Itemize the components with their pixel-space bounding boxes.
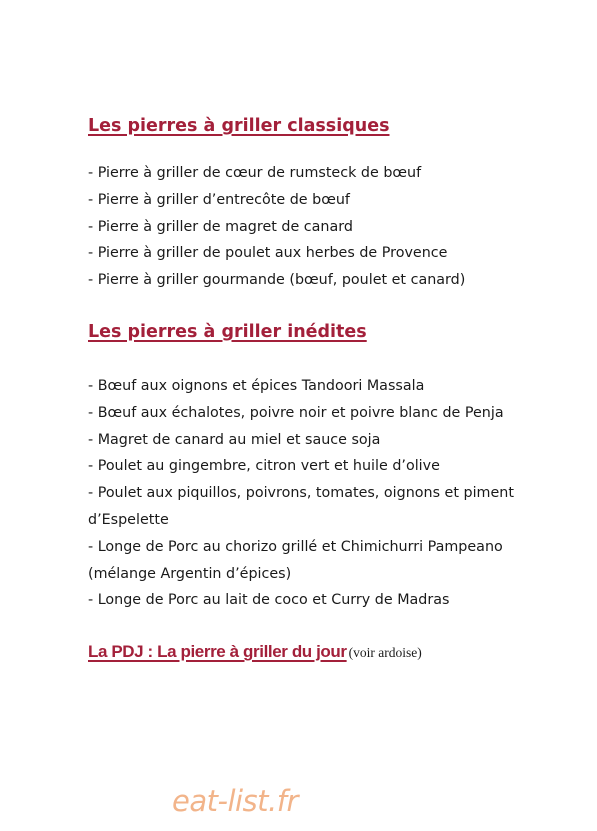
list-item: - Pierre à griller de poulet aux herbes de Provence (88, 245, 448, 262)
pdj-title: La PDJ : La pierre à griller du jour (88, 642, 347, 661)
list-item: - Pierre à griller de cœur de rumsteck de bœuf (88, 165, 422, 181)
list-item: - Pierre à griller gourmande (bœuf, poulet et canard) (88, 272, 466, 289)
list-item: - Poulet au gingembre, citron vert et huile d’olive (88, 458, 440, 475)
list-classiques (88, 160, 548, 294)
list-item: - Bœuf aux échalotes, poivre noir et poivre blanc de Penja (88, 404, 504, 421)
section-title-classiques: Les pierres à griller classiques (88, 116, 390, 136)
pdj-row (88, 642, 422, 662)
list-item: - Bœuf aux oignons et épices Tandoori Massala (88, 378, 425, 394)
list-item: - Longe de Porc au lait de coco et Curry de Madras (88, 592, 450, 609)
list-item: - Longe de Porc au chorizo grillé et Chimichurri Pampeano (mélange Argentin d’épices) (88, 538, 503, 582)
watermark: eat-list.fr (172, 784, 298, 818)
pdj-note: (voir ardoise) (348, 645, 422, 660)
list-item: - Magret de canard au miel et sauce soja (88, 431, 381, 448)
list-item: - Poulet aux piquillos, poivrons, tomates, oignons et piment d’Espelette (88, 485, 514, 528)
list-item: - Pierre à griller de magret de canard (88, 218, 353, 235)
list-inedites (88, 373, 548, 614)
section-title-inedites: Les pierres à griller inédites (88, 322, 367, 342)
list-item: - Pierre à griller d’entrecôte de bœuf (88, 191, 350, 208)
